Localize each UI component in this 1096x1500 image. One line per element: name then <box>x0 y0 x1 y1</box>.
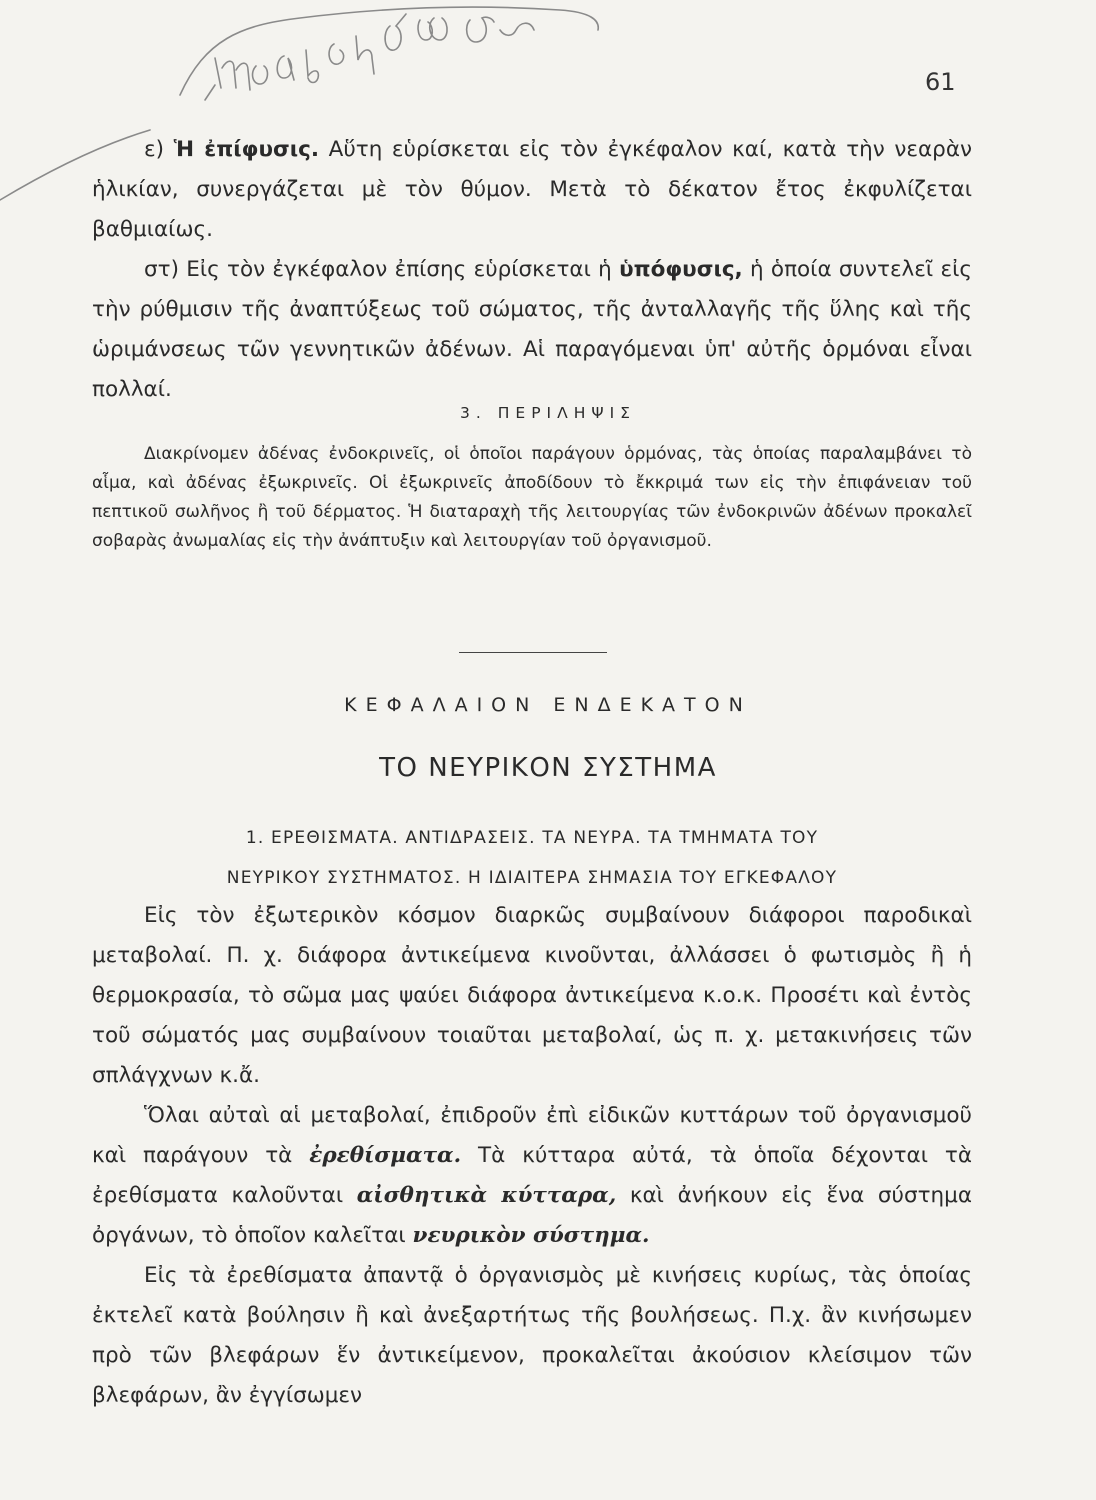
section-title <box>92 818 972 898</box>
paragraph-3: Εἰς τὰ ἐρεθίσματα ἀπαντᾷ ὁ ὀργανισμὸς μὲ κινήσεις κυρίως, τὰς ὁποίας ἐκτελεῖ κατὰ βούλησιν ἢ καὶ ἀνεξαρτήτως τῆς βουλήσεως. Π.χ. ἂν κινήσωμεν πρὸ τῶν βλεφάρων ἕν ἀντικείμενον, προκαλεῖται ἀκούσιον κλείσιμον τῶν βλεφάρων, ἂν ἐγγίσωμεν <box>92 1263 972 1408</box>
gland-items <box>92 130 972 410</box>
summary-text: Διακρίνομεν ἀδένας ἐνδοκρινεῖς, οἱ ὁποῖοι παράγουν ὁρμόνας, τὰς ὁποίας παραλαμβάνει τὸ αἷμα, καὶ ἀδένας ἐξωκρινεῖς. Οἱ ἐξωκρινεῖς ἀποδίδουν τὸ ἔκκριμά των εἰς τὴν ἐπιφάνειαν τοῦ πεπτικοῦ σωλῆνος ἢ τοῦ δέρματος. Ἡ διαταραχὴ τῆς λειτουργίας τῶν ἐνδοκρινῶν ἀδένων προκαλεῖ σοβαρὰς ἀνωμαλίας εἰς τὴν ἀνάπτυξιν καὶ λειτουργίαν τοῦ ὀργανισμοῦ. <box>92 444 972 551</box>
epiphysis-term: Ἡ ἐπίφυσις. <box>173 137 320 162</box>
paragraph-2-part-e: καὶ ἀνήκουν εἰς ἕνα σύστημα ὀργάνων, τὸ ὁποῖον καλεῖται <box>92 1183 972 1248</box>
summary-block <box>92 440 972 556</box>
item-epiphysis <box>92 130 972 250</box>
section-divider <box>459 652 607 653</box>
hypophysis-term: ὑπόφυσις, <box>619 257 743 282</box>
paragraph-2 <box>92 1096 972 1256</box>
paragraph-2-part-c: Τὰ κύτταρα αὐτά, τὰ ὁποῖα δέχονται τὰ ἐρεθίσματα καλοῦνται <box>92 1143 972 1208</box>
item-hypophysis <box>92 250 972 410</box>
chapter-title: ΤΟ ΝΕΥΡΙΚΟΝ ΣΥΣΤΗΜΑ <box>379 753 717 783</box>
item-st-text-1: στ) Εἰς τὸν ἐγκέφαλον ἐπίσης εὑρίσκεται ἡ <box>144 257 620 282</box>
term-nervous-system: νευρικὸν σύστημα. <box>412 1223 650 1248</box>
paragraph-1: Εἰς τὸν ἐξωτερικὸν κόσμον διαρκῶς συμβαίνουν διάφοροι παροδικαὶ μεταβολαί. Π. χ. διάφορα ἀντικείμενα κινοῦνται, ἀλλάσσει ὁ φωτισμὸς ἢ ἡ θερμοκρασία, τὸ σῶμα μας ψαύει διάφορα ἀντικείμενα κ.ο.κ. Προσέτι καὶ ἐντὸς τοῦ σώματός μας συμβαίνουν τοιαῦται μεταβολαί, ὡς π. χ. μετακινήσεις τῶν σπλάγχνων κ.ἄ. <box>92 903 972 1088</box>
chapter-label: ΚΕΦΑΛΑΙΟΝ ΕΝΔΕΚΑΤΟΝ <box>344 694 752 716</box>
section-title-line-2: ΝΕΥΡΙΚΟΥ ΣΥΣΤΗΜΑΤΟΣ. Η ΙΔΙΑΙΤΕΡΑ ΣΗΜΑΣΙΑ ΤΟΥ ΕΓΚΕΦΑΛΟΥ <box>226 868 838 888</box>
paragraph-2-part-a: Ὅλαι αὐταὶ αἱ μεταβολαί, ἐπιδροῦν ἐπὶ εἰδικῶν κυττάρων τοῦ ὀργανισμοῦ καὶ παράγουν τὰ <box>92 1103 972 1168</box>
page-number: 61 <box>925 68 956 96</box>
summary-heading: 3. ΠΕΡΙΛΗΨΙΣ <box>460 404 636 422</box>
section-title-line-1: 1. ΕΡΕΘΙΣΜΑΤΑ. ΑΝΤΙΔΡΑΣΕΙΣ. ΤΑ ΝΕΥΡΑ. ΤΑ ΤΜΗΜΑΤΑ ΤΟΥ <box>245 828 819 848</box>
chapter-body <box>92 896 972 1416</box>
item-e-text: Αὕτη εὑρίσκεται εἰς τὸν ἐγκέφαλον καί, κατὰ τὴν νεαρὰν ἡλικίαν, συνεργάζεται μὲ τὸν θύμον. Μετὰ τὸ δέκατον ἔτος ἐκφυλίζεται βαθμιαίως. <box>92 137 972 242</box>
item-st-text-2: ἡ ὁποία συντελεῖ εἰς τὴν ρύθμισιν τῆς ἀναπτύξεως τοῦ σώματος, τῆς ἀνταλλαγῆς τῆς ὕλης καὶ τῆς ὡριμάνσεως τῶν γεννητικῶν ἀδένων. Αἱ παραγόμεναι ὑπ' αὐτῆς ὁρμόναι εἶναι πολλαί. <box>92 257 972 402</box>
term-sensory-cells: αἰσθητικὰ κύτταρα, <box>356 1183 617 1208</box>
item-e-label: ε) <box>144 137 174 162</box>
term-stimuli: ἐρεθίσματα. <box>309 1143 462 1168</box>
